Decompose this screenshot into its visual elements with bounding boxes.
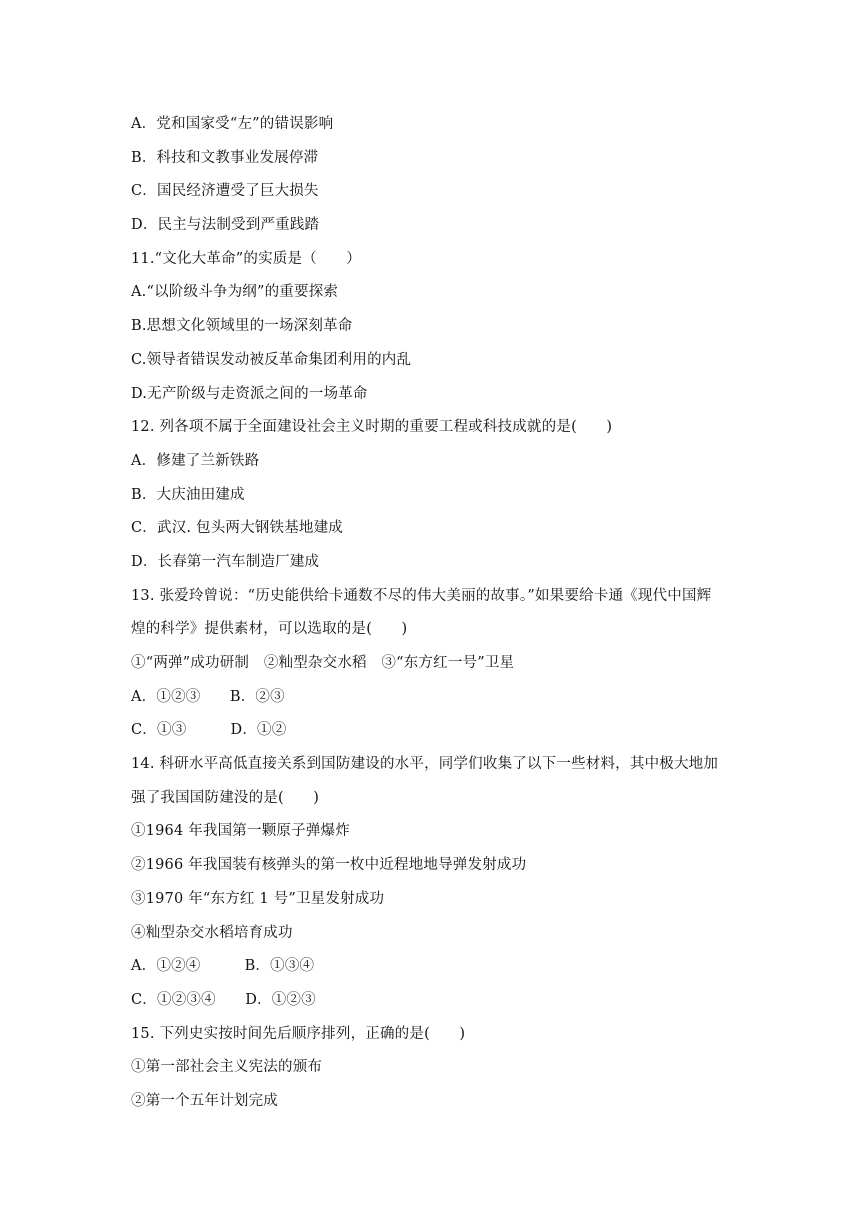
question-11-stem: 11.“文化大革命”的实质是（ ） xyxy=(131,250,361,267)
option-c-line: C．国民经济遭受了巨大损失 xyxy=(131,183,319,200)
question-12-option-c: C．武汉. 包头两大钢铁基地建成 xyxy=(131,520,344,537)
question-13-stem-line-1: 13. 张爱玲曾说：“历史能供给卡通数不尽的伟大美丽的故事。”如果要给卡通《现代中国辉 xyxy=(131,587,712,604)
question-14-item-4: ④籼型杂交水稻培育成功 xyxy=(131,924,293,941)
option-d-line: D．民主与法制受到严重践踏 xyxy=(131,217,320,234)
question-12-option-b: B．大庆油田建成 xyxy=(131,486,245,503)
option-a-line: A．党和国家受“左”的错误影响 xyxy=(131,116,334,132)
question-11-option-a: A.“以阶级斗争为纲”的重要探索 xyxy=(131,284,339,301)
question-15-stem: 15. 下列史实按时间先后顺序排列，正确的是( ) xyxy=(131,1025,466,1042)
question-13-options-cd: C．①③ D．①② xyxy=(131,722,287,739)
question-text-block xyxy=(131,108,743,1119)
question-14-options-cd: C．①②③④ D．①②③ xyxy=(131,991,316,1008)
question-11-option-d: D.无产阶级与走资派之间的一场革命 xyxy=(131,385,368,402)
question-13-options-ab: A．①②③ B．②③ xyxy=(131,688,285,705)
question-13-items: ①“两弹”成功研制 ②籼型杂交水稻 ③“东方红一号”卫星 xyxy=(131,655,515,671)
question-14-item-2: ②1966 年我国装有核弹头的第一枚中近程地地导弹发射成功 xyxy=(131,857,527,874)
question-14-stem-line-1: 14. 科研水平高低直接关系到国防建设的水平，同学们收集了以下一些材料，其中极大地加 xyxy=(131,756,719,773)
question-14-stem-line-2: 强了我国国防建没的是( ) xyxy=(131,789,320,806)
question-11-option-b: B.思想文化领域里的一场深刻革命 xyxy=(131,318,353,335)
question-12-option-d: D．长春第一汽车制造厂建成 xyxy=(131,553,320,570)
question-14-item-1: ①1964 年我国第一颗原子弹爆炸 xyxy=(131,823,350,840)
question-13-stem-line-2: 煌的科学》提供素材，可以选取的是( ) xyxy=(131,621,408,638)
question-15-item-1: ①第一部社会主义宪法的颁布 xyxy=(131,1059,323,1076)
question-14-options-ab: A．①②④ B．①③④ xyxy=(131,958,315,975)
question-14-item-3: ③1970 年“东方红 1 号”卫星发射成功 xyxy=(131,890,385,907)
question-12-stem: 12. 列各项不属于全面建设社会主义时期的重要工程或科技成就的是( ) xyxy=(131,419,613,436)
question-12-option-a: A．修建了兰新铁路 xyxy=(131,452,260,469)
option-b-line: B．科技和文教事业发展停滞 xyxy=(131,149,319,166)
question-15-item-2: ②第一个五年计划完成 xyxy=(131,1092,278,1109)
question-11-option-c: C.领导者错误发动被反革命集团利用的内乱 xyxy=(131,351,412,368)
